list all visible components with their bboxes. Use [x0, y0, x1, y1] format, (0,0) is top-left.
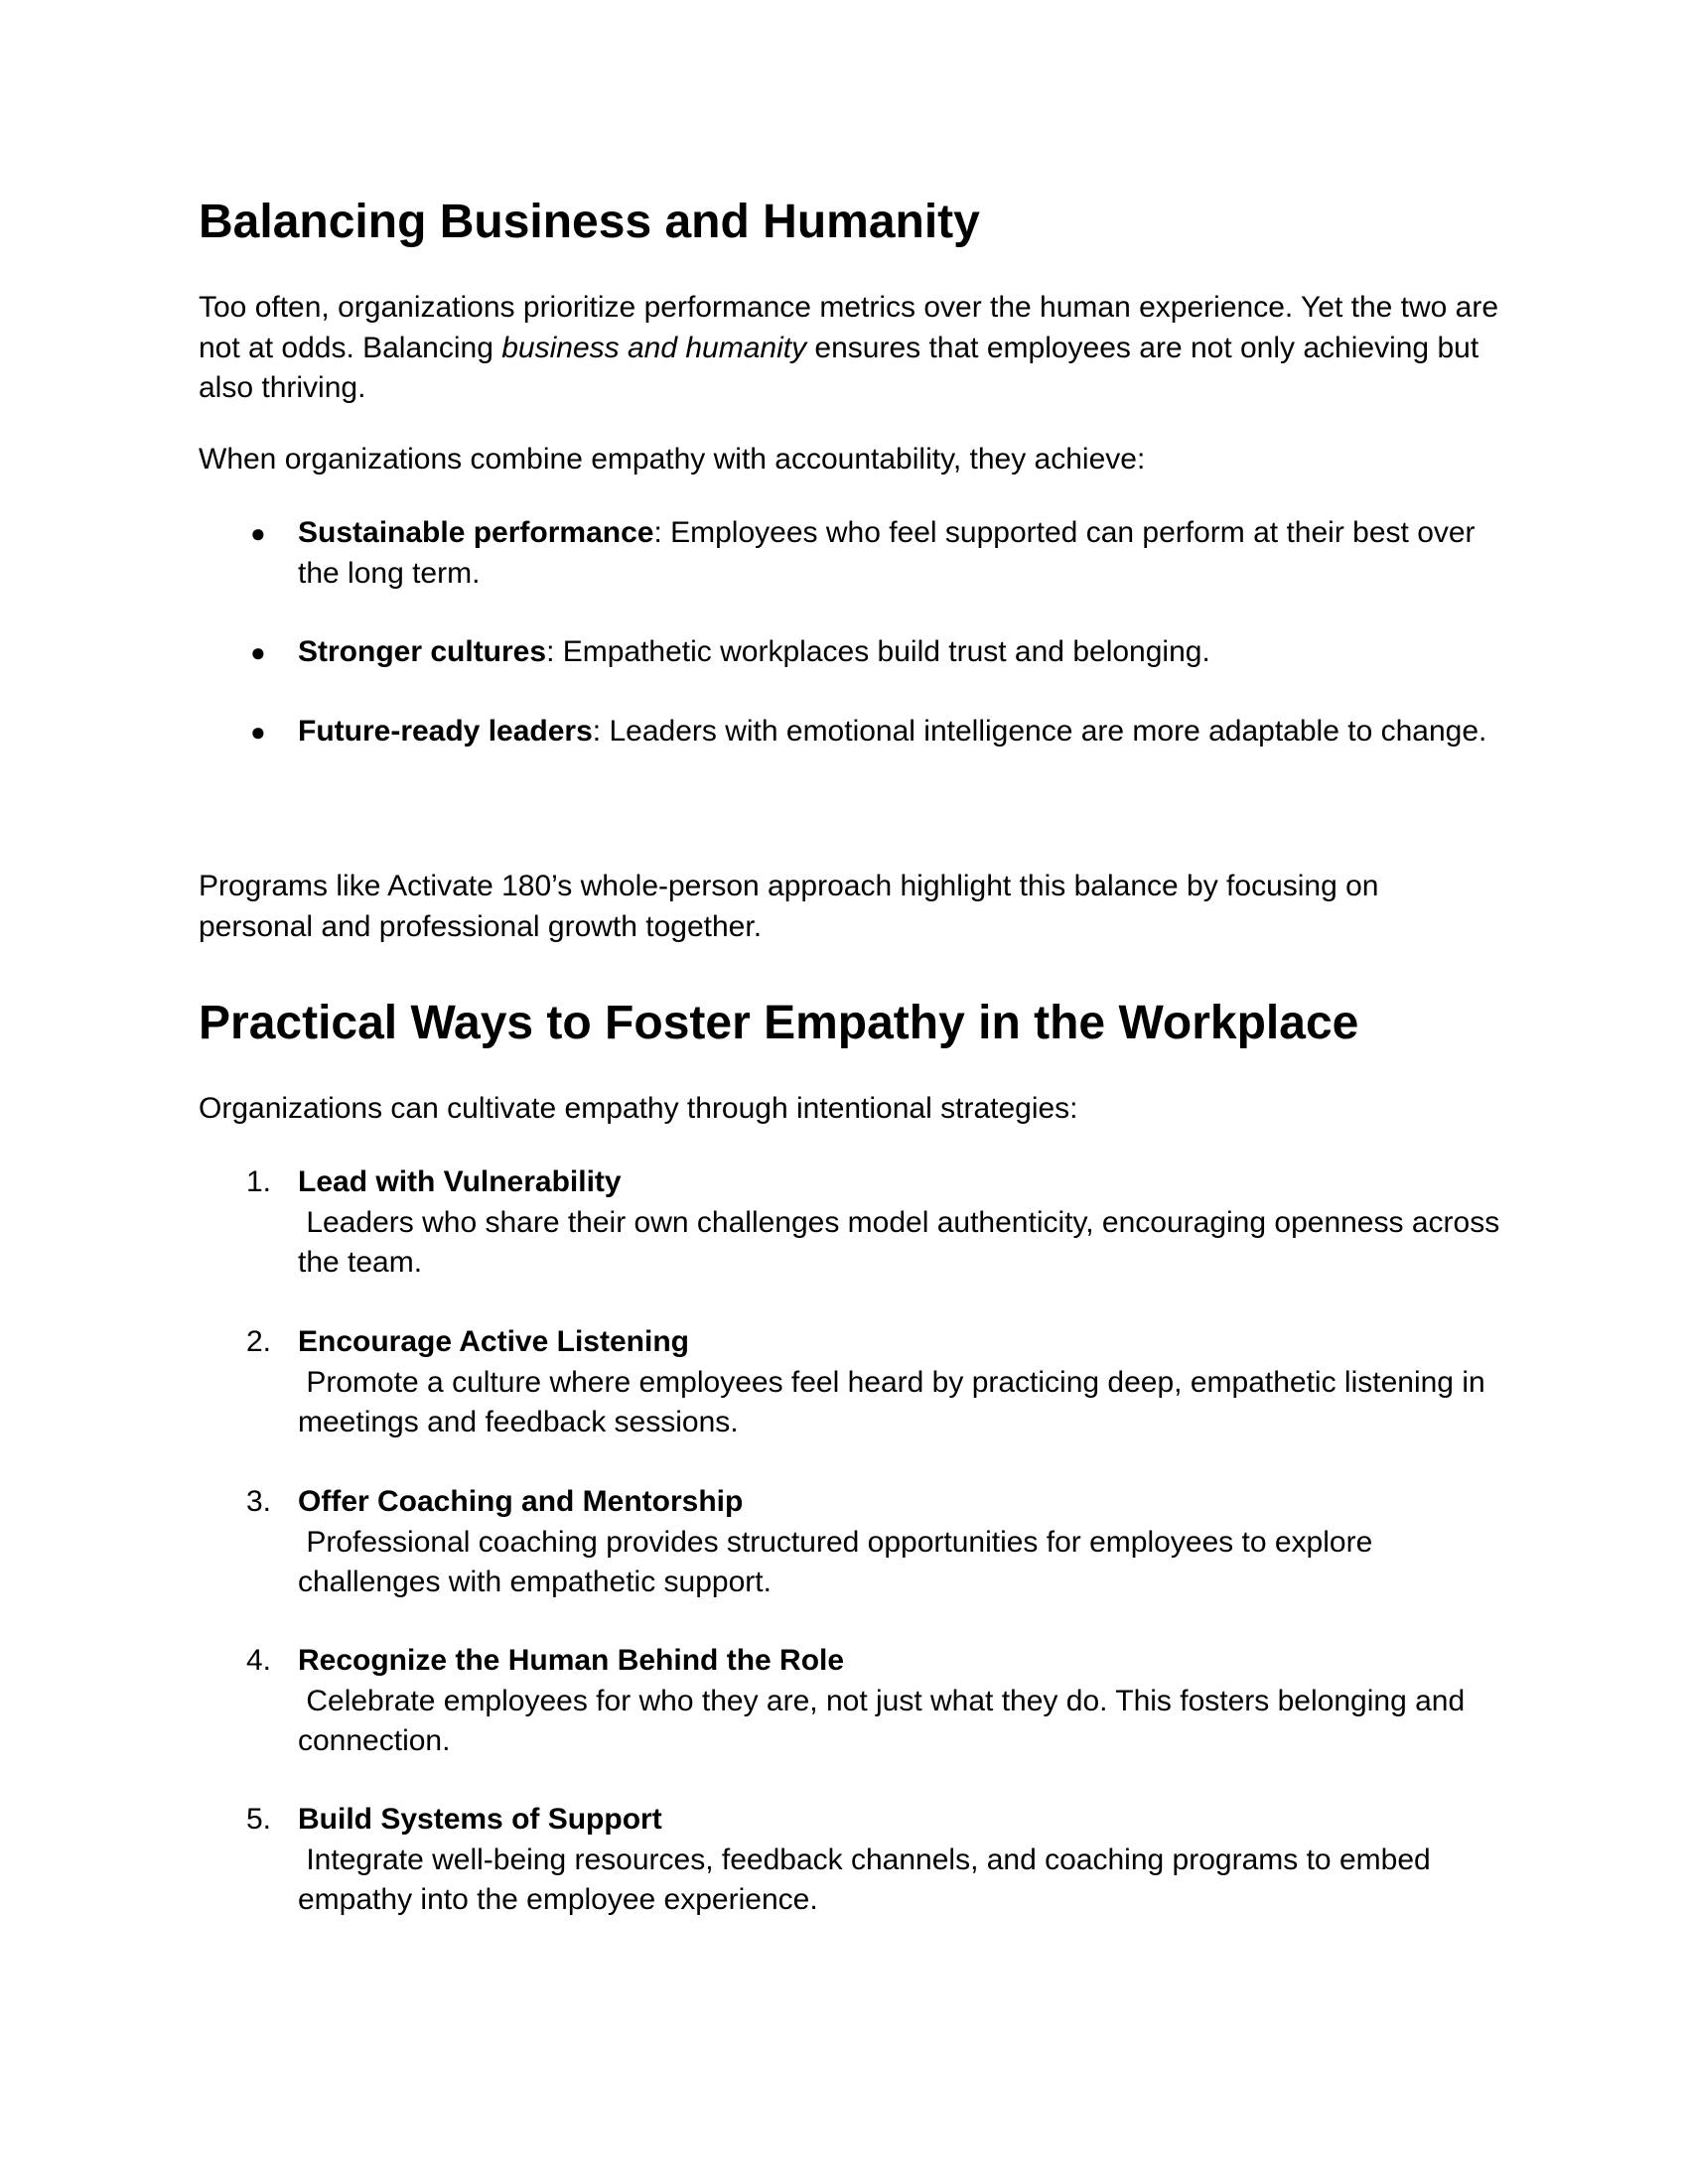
item-number: 4. [246, 1644, 272, 1677]
bullet-icon: ● [250, 518, 266, 548]
numbered-item-body [298, 1162, 1508, 1284]
numbered-item-text: Promote a culture where employees feel heard by practicing deep, empathetic listening in meetings and feedback sessions. [298, 1365, 1494, 1438]
section-heading-balancing: Balancing Business and Humanity [199, 196, 980, 248]
item-number: 2. [246, 1325, 272, 1358]
numbered-item-text: Celebrate employees for who they are, not just what they do. This fosters belonging and connection. [298, 1684, 1474, 1757]
numbered-item-body [298, 1322, 1504, 1443]
numbered-item-body [298, 1482, 1504, 1603]
bullet-term: Future-ready leaders [298, 715, 593, 748]
numbered-item-text: Leaders who share their own challenges model authenticity, encouraging openness across the team. [298, 1205, 1508, 1279]
lead-in-paragraph: When organizations combine empathy with accountability, they achieve: [199, 443, 1146, 476]
bullet-icon: ● [250, 637, 266, 667]
intro-text-end: ensures that employees are not only achieving but also thriving. [199, 331, 1479, 404]
numbered-item-text: Integrate well-being resources, feedback channels, and coaching programs to embed empathy into the employee experience. [298, 1843, 1440, 1916]
intro-emphasis: business and humanity [501, 331, 807, 364]
bullet-term: Stronger cultures [298, 635, 547, 668]
bullet-body [298, 632, 1504, 673]
bullet-body [298, 513, 1504, 594]
numbered-item-title: Recognize the Human Behind the Role [298, 1644, 845, 1677]
bullet-icon: ● [250, 717, 266, 747]
numbered-item-title: Encourage Active Listening [298, 1325, 689, 1358]
bullet-term: Sustainable performance [298, 516, 654, 549]
bullet-text: : Leaders with emotional intelligence are more adaptable to change. [592, 715, 1487, 748]
item-number: 5. [246, 1803, 272, 1836]
numbered-item-title: Build Systems of Support [298, 1803, 662, 1836]
section-heading-practical-ways: Practical Ways to Foster Empathy in the Workplace [199, 997, 1359, 1049]
item-number: 1. [246, 1165, 272, 1198]
bullet-text: : Empathetic workplaces build trust and belonging. [546, 635, 1210, 668]
numbered-item-body [298, 1800, 1504, 1921]
numbered-item-text: Professional coaching provides structured opportunities for employees to explore challenges with empathetic support. [298, 1525, 1381, 1598]
numbered-item-body [298, 1641, 1504, 1762]
intro-paragraph [199, 288, 1499, 409]
numbered-item-title: Lead with Vulnerability [298, 1165, 622, 1198]
closing-paragraph: Programs like Activate 180’s whole-person approach highlight this balance by focusing on personal and professional growth together. [199, 870, 1379, 943]
strategies-lead-in: Organizations can cultivate empathy through intentional strategies: [199, 1092, 1078, 1125]
bullet-body [298, 712, 1504, 752]
bullet-text: : Employees who feel supported can perform at their best over the long term. [298, 516, 1476, 590]
intro-text-start: Too often, organizations prioritize performance metrics over the human experience. Yet the two are not at odds. Balancing [199, 291, 1499, 364]
item-number: 3. [246, 1485, 272, 1518]
numbered-item-title: Offer Coaching and Mentorship [298, 1485, 744, 1518]
